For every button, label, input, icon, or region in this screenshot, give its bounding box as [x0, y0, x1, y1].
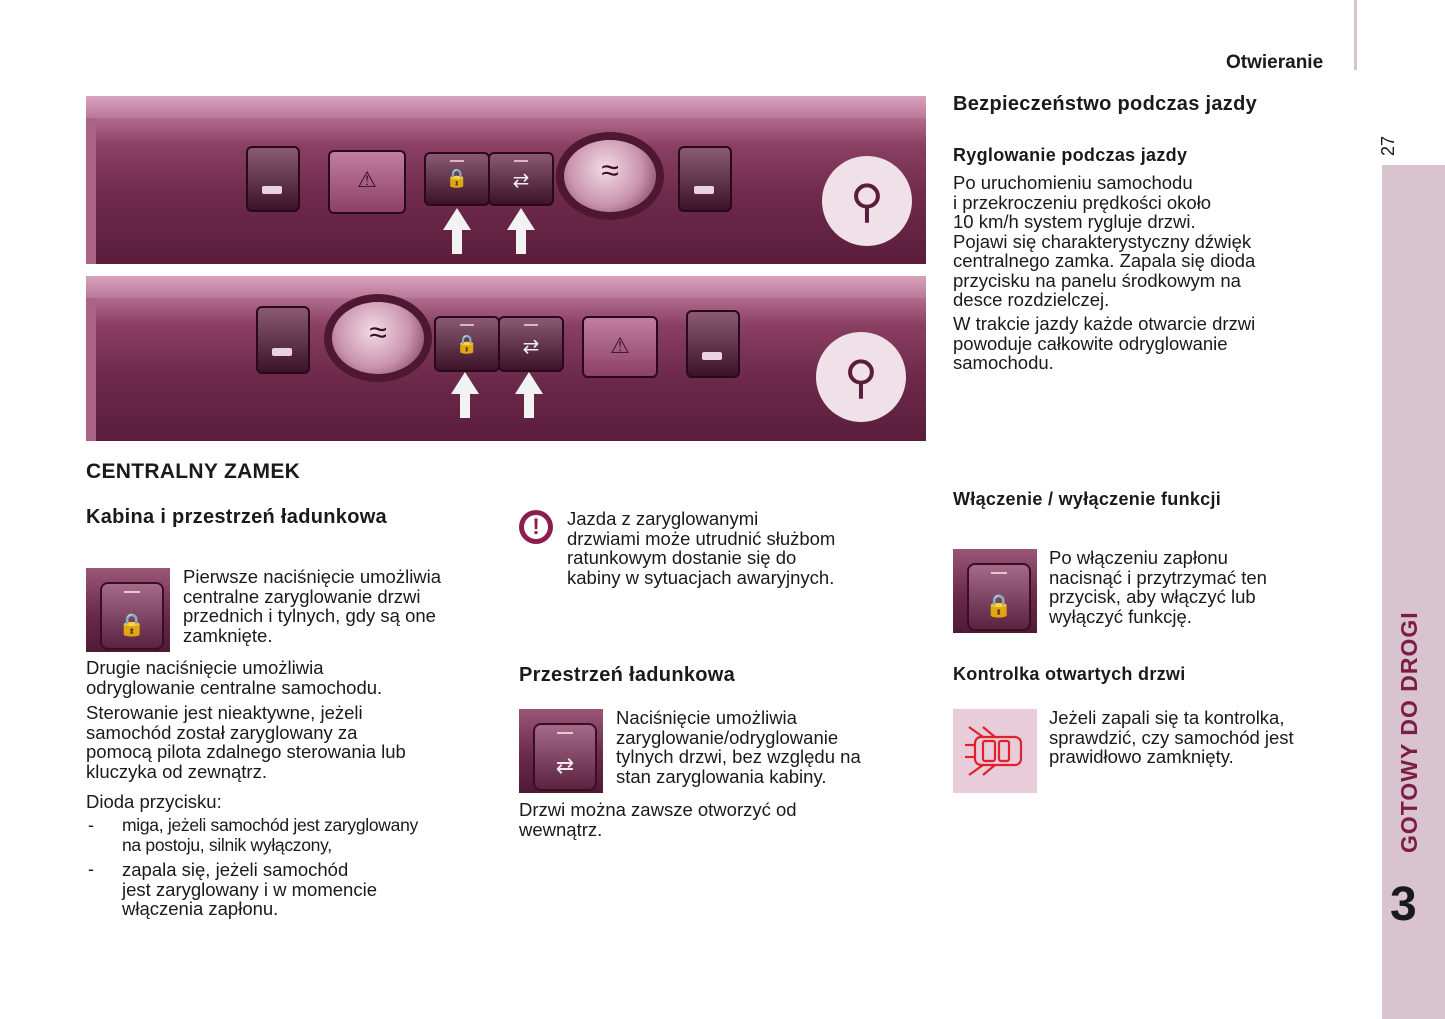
door-warning-light-image: [953, 709, 1037, 793]
chapter-title: GOTOWY DO DROGI: [1396, 611, 1422, 853]
chapter-number: 3: [1390, 878, 1417, 931]
door-icon: ⇄: [555, 753, 575, 778]
driving-safety-title: Bezpieczeństwo podczas jazdy: [953, 93, 1258, 115]
section-header: Otwieranie: [1226, 52, 1324, 73]
warning-icon: !: [519, 510, 553, 544]
dashboard-photo-top: [86, 96, 926, 264]
inside-open-text: Drzwi można zawsze otworzyć od wewnątrz.: [519, 799, 797, 840]
seatbelt-pictogram-icon: ⚲: [822, 156, 912, 246]
arrow-up-icon: [451, 372, 479, 394]
cargo-text: Naciśnięcie umożliwia zaryglowanie/odryglowanie tylnych drzwi, bez względu na stan zaryglowania kabiny.: [616, 707, 861, 787]
toggle-text: Po włączeniu zapłonu nacisnąć i przytrzymać ten przycisk, aby włączyć lub wyłączyć funkcję.: [1049, 547, 1267, 627]
inactive-text: Sterowanie jest nieaktywne, jeżeli samochód został zaryglowany za pomocą pilota zdalnego sterowania lub kluczyka od zewnątrz.: [86, 702, 406, 782]
door-light-text: Jeżeli zapali się ta kontrolka, sprawdzić, czy samochód jest prawidłowo zamknięty.: [1049, 707, 1294, 767]
lock-icon: 🔒: [985, 593, 1013, 618]
header-rule: [1354, 0, 1357, 70]
warning-text: Jazda z zaryglowanymi drzwiami może utrudnić służbom ratunkowym dostanie się do kabiny w sytuacjach awaryjnych.: [567, 508, 836, 588]
toggle-button-image: [953, 549, 1037, 633]
list-item: - zapala się, jeżeli samochód jest zaryglowany i w momencie włączenia zapłonu.: [88, 859, 377, 919]
door-icon: ⇄: [512, 170, 530, 192]
seatbelt-pictogram-icon: ⚲: [816, 332, 906, 422]
second-press-text: Drugie naciśnięcie umożliwia odryglowanie centralne samochodu.: [86, 657, 383, 698]
open-door-car-icon: [953, 709, 1037, 793]
toggle-title: Włączenie / wyłączenie funkcji: [953, 489, 1222, 509]
chapter-tab: [1382, 165, 1445, 1019]
lock-icon: 🔒: [118, 612, 146, 637]
list-item: - miga, jeżeli samochód jest zaryglowany na postoju, silnik wyłączony,: [88, 815, 418, 855]
cargo-title: Przestrzeń ładunkowa: [519, 664, 736, 686]
arrow-up-icon: [507, 208, 535, 230]
diode-list: [86, 816, 506, 924]
hazard-icon: ⚠: [357, 167, 377, 192]
door-icon: ⇄: [522, 336, 540, 358]
driving-lock-text: Po uruchomieniu samochodu i przekroczeniu prędkości około 10 km/h system rygluje drzwi. Pojawi się charakterystyczny dźwięk centralnego zamka. Zapala się dioda przycisku na panelu środkowym na desce rozdzielczej.: [953, 172, 1256, 310]
arrow-up-icon: [515, 372, 543, 394]
unlock-text: W trakcie jazdy każde otwarcie drzwi powoduje całkowite odryglowanie samochodu.: [953, 313, 1256, 373]
door-light-title: Kontrolka otwartych drzwi: [953, 664, 1186, 684]
lock-icon: 🔒: [455, 334, 479, 354]
driving-lock-title: Ryglowanie podczas jazdy: [953, 145, 1188, 165]
lock-icon: 🔒: [445, 168, 469, 188]
arrow-up-icon: [443, 208, 471, 230]
dashboard-photo-bottom: [86, 276, 926, 441]
cargo-lock-button-image: [519, 709, 603, 793]
first-press-text: Pierwsze naciśnięcie umożliwia centralne zaryglowanie drzwi przednich i tylnych, gdy są one zamknięte.: [183, 566, 442, 646]
central-lock-title: CENTRALNY ZAMEK: [86, 460, 301, 483]
hazard-icon: ⚠: [610, 333, 630, 358]
page-number: 27: [1378, 135, 1398, 156]
heating-icon: ≈: [601, 152, 619, 188]
heating-icon: ≈: [369, 314, 387, 350]
diode-label: Dioda przycisku:: [86, 791, 222, 812]
cabin-cargo-title: Kabina i przestrzeń ładunkowa: [86, 506, 387, 528]
lock-button-image: [86, 568, 170, 652]
